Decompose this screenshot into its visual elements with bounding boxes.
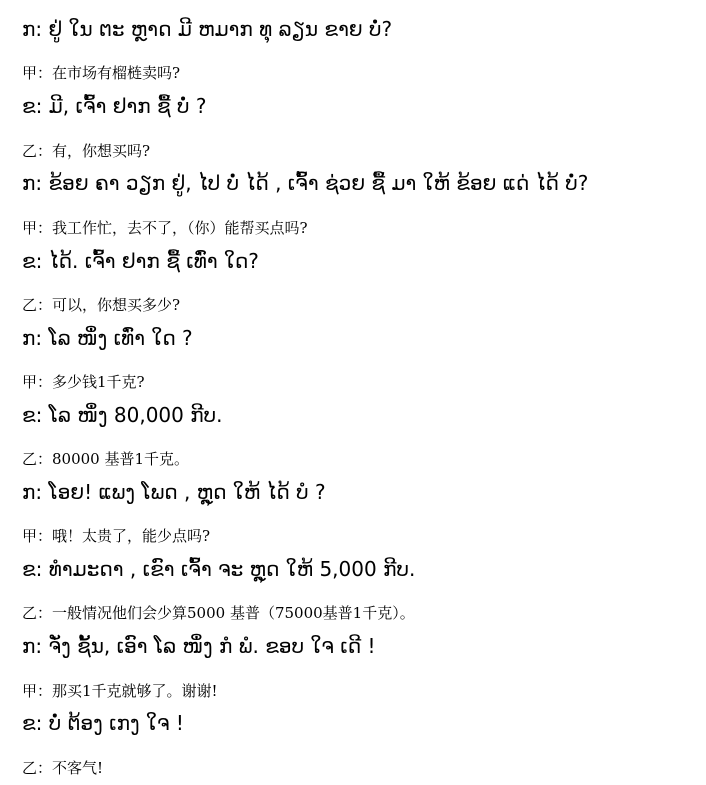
dialogue-line-lao: ຂ: ໄດ້. ເຈົ້າ ຢາກ ຊື້ ເທົ່າ ໃດ? xyxy=(22,249,259,273)
dialogue-line-chinese: 甲：我工作忙，去不了，（你）能帮买点吗? xyxy=(22,219,308,237)
dialogue-line-lao: ກ: ຈັ່ງ ຊັ້ນ, ເອົາ ໂລ ໜຶ່ງ ກໍ ພໍ. ຂອບ ໃຈ ເດີ ! xyxy=(22,634,376,658)
dialogue-line-lao: ກ: ໂລ ໜຶ່ງ ເທົ່າ ໃດ ? xyxy=(22,326,193,350)
dialogue-line-chinese: 乙：可以，你想买多少? xyxy=(22,296,181,314)
dialogue-line-lao: ຂ: ມີ, ເຈົ້າ ຢາກ ຊື້ ບໍ່ ? xyxy=(22,94,207,118)
dialogue-line-chinese: 甲：那买1千克就够了。谢谢! xyxy=(22,682,218,700)
dialogue-line-chinese: 甲：在市场有榴梿卖吗? xyxy=(22,64,181,82)
dialogue-line-chinese: 乙：80000 基普1千克。 xyxy=(22,450,190,468)
dialogue-line-lao: ຂ: ໂລ ໜຶ່ງ 80,000 ກີບ. xyxy=(22,403,223,427)
dialogue-line-chinese: 乙：有，你想买吗? xyxy=(22,142,151,160)
dialogue-line-lao: ຂ: ທຳມະດາ , ເຂົາ ເຈົ້າ ຈະ ຫຼຸດ ໃຫ້ 5,000 ກີບ. xyxy=(22,557,416,581)
dialogue-line-chinese: 乙：一般情况他们会少算5000 基普（75000基普1千克）。 xyxy=(22,604,415,622)
dialogue-line-chinese: 甲：多少钱1千克? xyxy=(22,373,145,391)
dialogue-line-chinese: 甲：哦！太贵了，能少点吗? xyxy=(22,527,211,545)
dialogue-line-lao: ກ: ຂ້ອຍ ຄາ ວຽກ ຢູ່, ໄປ ບໍ່ ໄດ້ , ເຈົ້າ ຊ່ວຍ ຊື້ ມາ ໃຫ້ ຂ້ອຍ ແດ່ ໄດ້ ບໍ່? xyxy=(22,171,589,195)
dialogue-line-lao: ກ: ໂອຍ! ແພງ ໂພດ , ຫຼຸດ ໃຫ້ ໄດ້ ບໍ ? xyxy=(22,480,326,504)
dialogue-line-chinese: 乙：不客气! xyxy=(22,759,104,777)
dialogue-line-lao: ກ: ຢູ່ ໃນ ຕະ ຫຼາດ ມີ ຫມາກ ທຸ ລຽນ ຂາຍ ບໍ່? xyxy=(22,17,393,41)
dialogue-line-lao: ຂ: ບໍ່ ຕ້ອງ ເກງ ໃຈ ! xyxy=(22,711,184,735)
